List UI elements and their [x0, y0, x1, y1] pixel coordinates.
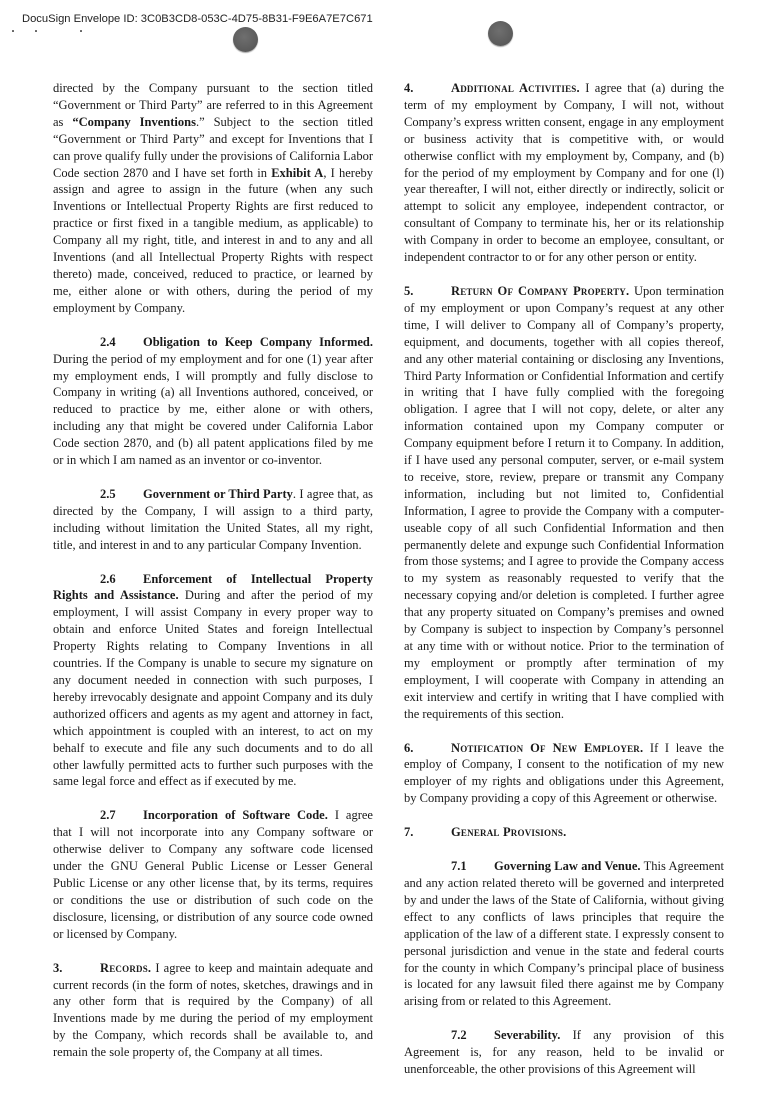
speck — [35, 30, 37, 32]
section-number: 7.2 — [451, 1028, 467, 1043]
section-3: 3. Records. I agree to keep and maintain adequate and current records (in the form of notes, sketches, drawings and in any other form that is required by the Company) of all Inventions made by me during the period of my employment by the Company, which records shall be available to, and remain the sole property of, the Company at all times. — [53, 960, 373, 1060]
section-heading: Enforcement of Intellectual Property Rights and Assistance. — [53, 571, 373, 603]
section-number: 2.5 — [100, 486, 116, 501]
section-heading: Notification Of New Employer. — [451, 740, 644, 755]
section-7-1: 7.1 Governing Law and Venue. This Agreement and any action related thereto will be governed and interpreted by and under the laws of the State of California, without giving effect to any conflicts of laws principles that require the application of the law of a different state. I expressly consent to personal jurisdiction and venue in the state and federal courts for the county in which Company’s principal place of business is located for any lawsuit filed there against me by Company arising from or related to this Agreement. — [404, 859, 724, 1009]
right-column — [404, 80, 724, 1095]
section-number: 2.4 — [100, 334, 116, 349]
section-2-4: 2.4 Obligation to Keep Company Informed. During the period of my employment and for one (1) year after my employment ends, I will promptly and fully disclose to Company in writing (a) all Inventions authored, conceived, or reduced to practice by me, either alone or with others, including any that might be covered under California Labor Code section 2870, and (b) all patent applications filed by me or in which I am named as an inventor or co-inventor. — [53, 334, 373, 468]
punch-hole-left — [233, 27, 258, 52]
section-heading: General Provisions. — [451, 825, 567, 840]
section-4: 4. Additional Activities. I agree that (a) during the term of my employment by Company, I will not, without Company’s express written consent, engage in any employment or business activity that is competitive with, or would otherwise conflict with my employment by, Company, and (b) for the period of my employment by Company and for one (l) year thereafter, I will not, either directly or indirectly, solicit or attempt to solicit any employee, independent contractor, or consultant of Company to terminate his, her or its relationship with Company in order to become an employee, consultant, or independent contractor to or for any other person or entity. — [404, 81, 724, 265]
section-heading: Government or Third Party — [143, 486, 293, 501]
section-2-6: 2.6 Enforcement of Intellectual Property Rights and Assistance. During and after the period of my employment, I will assist Company in every proper way to obtain and enforce United States and foreign Intellectual Property Rights relating to Company Inventions in all countries. If the Company is unable to secure my signature on any document needed in connection with such purposes, I hereby irrevocably designate and appoint Company and its duly authorized officers and agents as my agent and attorney in fact, which appointment is coupled with an interest, to act on my behalf to execute and file any such documents and to do all other lawfully permitted acts to further such purposes with the same legal force and effect as if executed by me. — [53, 571, 373, 789]
section-7 — [404, 824, 724, 841]
speck — [12, 30, 14, 32]
section-heading: Additional Activities. — [451, 81, 580, 95]
section-number: 2.7 — [100, 808, 116, 823]
section-number: 5. — [404, 283, 414, 298]
section-number: 3. — [53, 960, 63, 975]
section-heading: Incorporation of Software Code. — [143, 808, 328, 823]
section-5: 5. Return Of Company Property. Upon termination of my employment or upon Company’s request at any other time, I will deliver to Company all of Company’s property, equipment, and documents, together with all copies thereof, and any other material containing or disclosing any Inventions, Third Party Information or Confidential Information and certify in writing that I have fully complied with the foregoing obligation. I agree that I will not copy, delete, or alter any information contained upon my Company computer or Company equipment before I return it to Company. In addition, if I have used any personal computer, server, or e-mail system to receive, store, review, prepare or transmit any Company information, including but not limited to, Confidential Information, I agree to provide the Company with a computer-useable copy of all such Confidential Information and then permanently delete and expunge such Confidential Information from those systems; and I agree to provide the Company access to my system as reasonably requested to verify that the necessary copying and/or deletion is completed. I further agree that any property situated on Company’s premises and owned by Company is subject to inspection by Company’s personnel at any time with or without notice. Prior to the termination of my employment or promptly after termination of my employment, I will cooperate with Company in attending an exit interview and certify in writing that I have complied with the requirements of this section. — [404, 283, 725, 721]
section-heading: Severability. — [494, 1028, 561, 1043]
section-heading: Governing Law and Venue. — [494, 859, 641, 874]
paragraph-company-inventions: directed by the Company pursuant to the section titled “Government or Third Party” are referred to in this Agreement as “Company Inventions.” Subject to the section titled “Government or Third Party” and except for Inventions that I can prove qualify fully under the provisions of California Labor Code section 2870 and I have set forth in Exhibit A, I hereby assign and agree to assign in the future (when any such Inventions or Intellectual Property Rights are first reduced to practice or first fixed in a tangible medium, as applicable) to Company all my right, title, and interest in and to any and all Inventions (and all Intellectual Property Rights with respect thereto) made, conceived, reduced to practice, or learned by me, either alone or with others, during the period of my employment by Company. — [53, 81, 373, 315]
section-heading: Records. — [100, 960, 152, 975]
section-2-5: 2.5 Government or Third Party. I agree that, as directed by the Company, I will assign to a third party, including without limitation the United States, all my right, title, and interest in and to any particular Company Invention. — [53, 486, 373, 552]
section-number: 7.1 — [451, 859, 467, 874]
section-number: 6. — [404, 740, 414, 755]
exhibit-reference: Exhibit A — [271, 165, 324, 180]
punch-hole-right — [488, 21, 513, 46]
section-7-2: 7.2 Severability. If any provision of this Agreement is, for any reason, held to be invalid or unenforceable, the other provisions of this Agreement will — [404, 1028, 724, 1077]
section-6: 6. Notification Of New Employer. If I leave the employ of Company, I consent to the notification of my new employer of my rights and obligations under this Agreement, by Company providing a copy of this Agreement or otherwise. — [404, 740, 724, 806]
left-column — [53, 80, 373, 1078]
defined-term: “Company Inventions — [72, 114, 196, 129]
docusign-envelope-id: DocuSign Envelope ID: 3C0B3CD8-053C-4D75-8B31-F9E6A7E7C671 — [22, 13, 373, 25]
speck — [80, 30, 82, 32]
section-2-7: 2.7 Incorporation of Software Code. I agree that I will not incorporate into any Company software or otherwise deliver to Company any software code licensed under the GNU General Public License or Lesser General Public License or any other license that, by its terms, requires or conditions the use or distribution of such code on the disclosure, licensing, or distribution of any source code owned or licensed by Company. — [53, 808, 373, 941]
section-number: 2.6 — [100, 571, 116, 586]
scan-specks — [10, 30, 90, 34]
section-heading: Obligation to Keep Company Informed. — [143, 334, 373, 349]
section-heading: Return Of Company Property. — [451, 283, 630, 298]
section-number: 7. — [404, 825, 414, 840]
section-number: 4. — [404, 81, 414, 95]
